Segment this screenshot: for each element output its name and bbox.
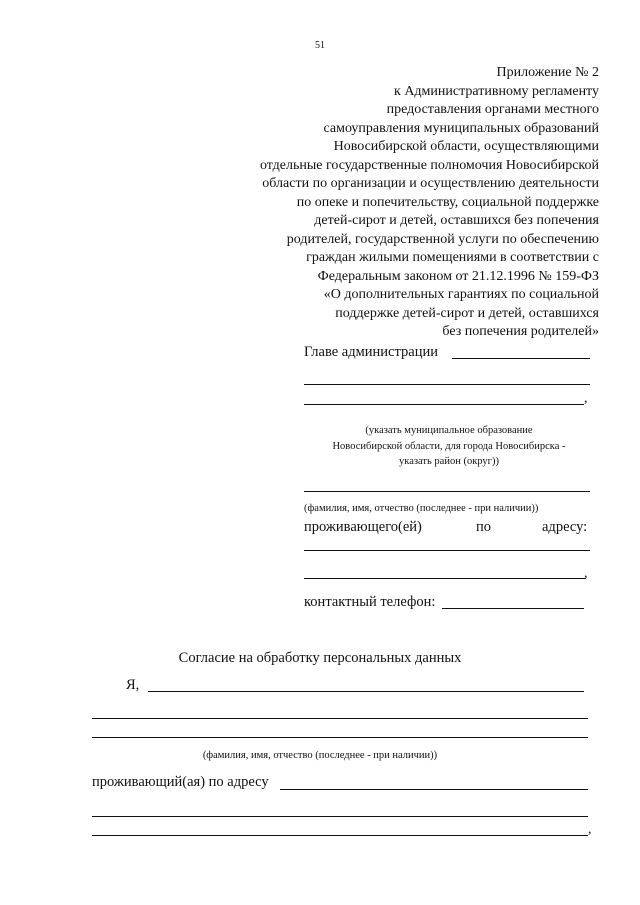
phone-label: контактный телефон: bbox=[304, 594, 436, 610]
appendix-line: по опеке и попечительству, социальной поддержке bbox=[296, 194, 599, 210]
appendix-line: отдельные государственные полномочия Новосибирской bbox=[259, 157, 599, 173]
consent-residing-label: проживающий(ая) по адресу bbox=[92, 774, 269, 790]
appendix-line: Приложение № 2 bbox=[496, 65, 599, 80]
appendix-line: «О дополнительных гарантиях по социальной bbox=[323, 287, 599, 302]
appendix-line: предоставления органами местного bbox=[386, 102, 599, 117]
comma: , bbox=[588, 822, 592, 837]
appendix-line: поддержке детей-сирот и детей, оставшихся bbox=[335, 305, 599, 321]
i-label: Я, bbox=[126, 677, 140, 693]
address-line-1[interactable] bbox=[304, 550, 590, 551]
consent-title: Согласие на обработку персональных данных bbox=[178, 650, 462, 666]
consent-fio-hint: (фамилия, имя, отчество (последнее - при наличии)) bbox=[202, 750, 438, 761]
appendix-line: к Административному регламенту bbox=[394, 83, 599, 99]
comma: , bbox=[584, 391, 588, 406]
page-number: 51 bbox=[315, 40, 325, 51]
head-name-field[interactable] bbox=[452, 358, 590, 359]
appendix-line: Федеральным законом от 21.12.1996 № 159-ФЗ bbox=[317, 268, 599, 284]
appendix-line: детей-сирот и детей, оставшихся без попечения bbox=[314, 213, 599, 228]
consent-address-line-2[interactable] bbox=[92, 816, 588, 817]
administration-line-2[interactable] bbox=[304, 404, 584, 405]
phone-field[interactable] bbox=[442, 608, 584, 609]
address-line-2[interactable] bbox=[304, 578, 586, 579]
appendix-line: самоуправления муниципальных образований bbox=[323, 120, 599, 136]
appendix-line: граждан жилыми помещениями в соответствии с bbox=[306, 250, 599, 265]
appendix-line: родителей, государственной услуги по обеспечению bbox=[286, 231, 599, 247]
residing-label: проживающего(ей) bbox=[304, 519, 422, 535]
fio-hint: (фамилия, имя, отчество (последнее - при наличии)) bbox=[304, 503, 539, 514]
applicant-fio-field[interactable] bbox=[304, 491, 590, 492]
municipality-hint: (указать муниципальное образование Новосибирской области, для города Новосибирска - указать район (округ)) bbox=[332, 425, 566, 467]
consent-fio-line-2[interactable] bbox=[92, 718, 588, 719]
appendix-header bbox=[179, 64, 599, 342]
consent-address-field[interactable] bbox=[280, 789, 588, 790]
residing-label-address: адресу: bbox=[542, 519, 588, 535]
consent-fio-field[interactable] bbox=[148, 691, 584, 692]
consent-address-line-3[interactable] bbox=[92, 835, 588, 836]
appendix-line: области по организации и осуществлению деятельности bbox=[262, 176, 599, 191]
administration-line-1[interactable] bbox=[304, 384, 590, 385]
consent-fio-line-3[interactable] bbox=[92, 737, 588, 738]
appendix-line: без попечения родителей» bbox=[442, 324, 599, 339]
appendix-line: Новосибирской области, осуществляющими bbox=[333, 139, 599, 154]
residing-label-by: по bbox=[476, 519, 492, 535]
comma: , bbox=[584, 566, 588, 581]
to-head-label: Главе администрации bbox=[304, 344, 438, 360]
